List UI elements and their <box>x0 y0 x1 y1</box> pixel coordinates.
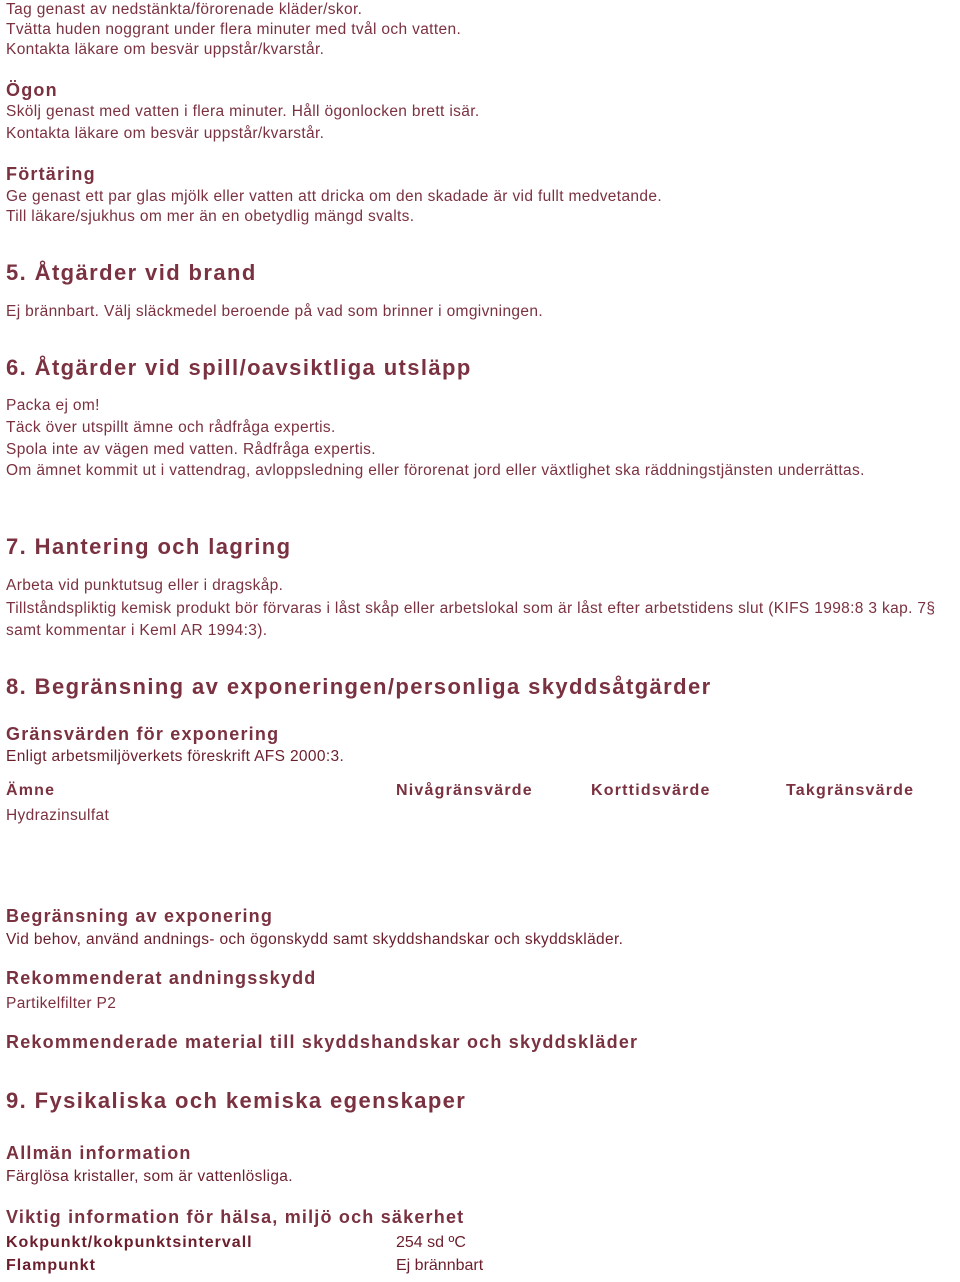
table-header-ceiling-limit: Takgränsvärde <box>786 782 915 799</box>
property-label: Flampunkt <box>6 1257 96 1274</box>
table-row-substance: Hydrazinsulfat <box>6 807 110 824</box>
respiratory-text: Partikelfilter P2 <box>6 995 117 1012</box>
respiratory-heading: Rekommenderat andningsskydd <box>6 968 317 988</box>
section-7-line-2: Tillståndspliktig kemisk produkt bör förvaras i låst skåp eller arbetslokal som är låst efter arbetstidens slut (KIFS 1998:8 3 kap. 7§ samt kommentar i KemI AR 1994:3). <box>6 600 936 639</box>
section-9-heading: 9. Fysikaliska och kemiska egenskaper <box>6 1088 467 1113</box>
eyes-heading: Ögon <box>6 80 58 100</box>
exposure-text: Vid behov, använd andnings- och ögonskydd samt skyddshandskar och skyddskläder. <box>6 931 624 948</box>
section-6-line-1: Packa ej om! <box>6 397 100 414</box>
eyes-line-1: Skölj genast med vatten i flera minuter. Håll ögonlocken brett isär. <box>6 103 480 120</box>
section-6-line-3: Spola inte av vägen med vatten. Rådfråga expertis. <box>6 441 376 458</box>
property-label: Kokpunkt/kokpunktsintervall <box>6 1234 253 1251</box>
section-6-line-2: Täck över utspillt ämne och rådfråga expertis. <box>6 419 336 436</box>
limits-text: Enligt arbetsmiljöverkets föreskrift AFS 2000:3. <box>6 748 345 765</box>
eyes-line-2: Kontakta läkare om besvär uppstår/kvarstår. <box>6 125 325 142</box>
general-info-text: Färglösa kristaller, som är vattenlösliga. <box>6 1168 293 1185</box>
section-6-heading: 6. Åtgärder vid spill/oavsiktliga utsläpp <box>6 355 472 380</box>
ingestion-line-1: Ge genast ett par glas mjölk eller vatten att dricka om den skadade är vid fullt medvetande. <box>6 188 662 205</box>
section-5-heading: 5. Åtgärder vid brand <box>6 260 257 285</box>
ingestion-heading: Förtäring <box>6 164 96 184</box>
table-header-substance: Ämne <box>6 782 56 799</box>
general-info-heading: Allmän information <box>6 1143 192 1163</box>
table-header-short-term-value: Korttidsvärde <box>591 782 711 799</box>
skin-line-1: Tag genast av nedstänkta/förorenade kläder/skor. <box>6 1 363 18</box>
material-heading: Rekommenderade material till skyddshandskar och skyddskläder <box>6 1032 639 1052</box>
limits-heading: Gränsvärden för exponering <box>6 724 280 744</box>
property-value: 254 sd ºC <box>396 1234 466 1251</box>
ingestion-line-2: Till läkare/sjukhus om mer än en obetydlig mängd svalts. <box>6 208 415 225</box>
section-8-heading: 8. Begränsning av exponeringen/personliga skyddsåtgärder <box>6 674 712 699</box>
table-header-level-limit: Nivågränsvärde <box>396 782 533 799</box>
skin-line-3: Kontakta läkare om besvär uppstår/kvarstår. <box>6 41 325 58</box>
skin-line-2: Tvätta huden noggrant under flera minuter med tvål och vatten. <box>6 21 462 38</box>
property-value: Ej brännbart <box>396 1257 484 1274</box>
section-5-line-1: Ej brännbart. Välj släckmedel beroende på vad som brinner i omgivningen. <box>6 303 543 320</box>
important-info-heading: Viktig information för hälsa, miljö och säkerhet <box>6 1207 465 1227</box>
section-6-line-4: Om ämnet kommit ut i vattendrag, avloppsledning eller förorenat jord eller växtlighet ska räddningstjänsten underrättas. <box>6 462 865 479</box>
exposure-heading: Begränsning av exponering <box>6 906 274 926</box>
section-7-line-1: Arbeta vid punktutsug eller i dragskåp. <box>6 577 284 594</box>
section-7-heading: 7. Hantering och lagring <box>6 534 292 559</box>
